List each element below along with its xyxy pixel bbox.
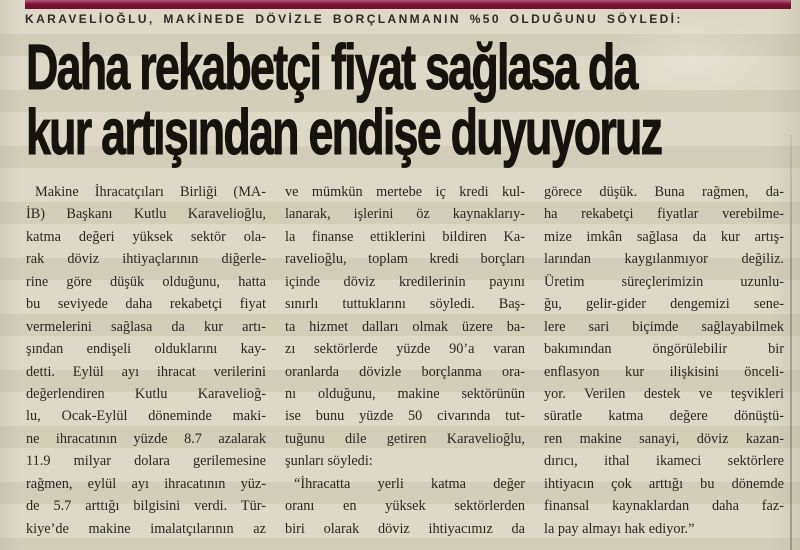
body-text-line: lu, Ocak-Eylül döneminde maki- [26, 408, 266, 425]
article-column-3 [544, 181, 784, 540]
body-text-line: içinde döviz kredilerinin payını [285, 273, 525, 290]
body-text-line: tuğunu dile getiren Karavelioğlu, [285, 430, 525, 447]
body-text-line: Üretim süreçlerimizin uzunlu- [544, 273, 784, 290]
body-text-line: oranı en yüksek sektörlerden [285, 498, 525, 515]
body-text-line: ha rekabetçi fiyatlar verebilme- [544, 206, 784, 223]
headline-line-2: kur artışından endişe duyuyoruz [26, 96, 662, 168]
body-text-line: kiye’de makine imalatçılarının az [26, 520, 266, 537]
body-text-line: katma değeri yüksek sektör ola- [26, 228, 266, 245]
article-body [26, 181, 784, 540]
body-text-line: finansal kaynaklardan daha faz- [544, 498, 784, 515]
body-text-line: şından endişeli olduklarını kay- [26, 341, 266, 358]
page-fold-line [790, 135, 792, 550]
body-text-line: rağmen, eylül ayı ihracatının yüz- [26, 475, 266, 492]
body-text-line: la pay almayı hak ediyor.” [544, 520, 695, 537]
body-text-line: yor. Verilen destek ve teşvikleri [544, 385, 784, 402]
body-text-line: rak döviz ihtiyaçlarının diğerle- [26, 251, 266, 268]
body-text-line: İB) Başkanı Kutlu Karavelioğlu, [26, 206, 266, 223]
body-text-line: zı sektörlerde yüzde 90’a varan [285, 341, 525, 358]
body-text-line: enflasyon kur ilişkisini önceli- [544, 363, 784, 380]
body-text-line: şunları söyledi: [285, 453, 373, 470]
body-text-line: değerlendiren Kutlu Karavelioğ- [26, 385, 266, 402]
body-text-line: larından kaygılanmıyor değiliz. [544, 251, 784, 268]
body-text-line: oranlarda dövizle borçlanma ora- [285, 363, 525, 380]
body-text-line: biri olarak döviz ihtiyacımız da [285, 520, 525, 537]
body-text-line: Makine İhracatçıları Birliği (MA- [35, 184, 266, 200]
body-text-line: bu seviyede daha rekabetçi fiyat [26, 296, 266, 313]
accent-bar-rule [25, 0, 791, 9]
body-text-line: vermelerini sağlasa da kur artı- [26, 318, 266, 335]
article-column-2 [285, 181, 525, 540]
body-text-line: mize imkân sağlasa da kur artış- [544, 228, 784, 245]
body-text-line: detti. Eylül ayı ihracat verilerini [26, 363, 266, 380]
body-text-line: ve mümkün mertebe iç kredi kul- [285, 184, 525, 200]
body-text-line: bakımından öngörülebilir bir [544, 341, 784, 358]
body-text-line: ise bunu yüzde 50 civarında tut- [285, 408, 525, 425]
body-text-line: ğu, gelir-gider dengemizi sene- [544, 296, 784, 313]
body-text-line: ravelioğlu, toplam kredi borçları [285, 251, 525, 268]
body-text-line: la finanse ettiklerini bildiren Ka- [285, 228, 525, 245]
article-column-1 [26, 181, 266, 540]
body-text-line: de 5.7 arttığı bilgisini verdi. Tür- [26, 498, 266, 515]
headline [26, 31, 800, 168]
body-text-line: süratle katma değere dönüştü- [544, 408, 784, 425]
body-text-line: “İhracatta yerli katma değer [294, 475, 525, 492]
body-text-line: ihtiyacın çok arttığı bu dönemde [544, 475, 784, 492]
body-text-line: ren makine sanayi, döviz kazan- [544, 430, 784, 447]
headline-line-1: Daha rekabetçi fiyat sağlasa da [26, 31, 637, 103]
body-text-line: lere sari biçimde sağlayabilmek [544, 318, 784, 335]
body-text-line: nı olduğunu, makine sektörünün [285, 385, 525, 402]
body-text-line: lanarak, işlerini öz kaynaklarıy- [285, 206, 525, 223]
body-text-line: dırıcı, ithal ikameci sektörlere [544, 453, 784, 470]
body-text-line: ta hizmet dalları olmak üzere ba- [285, 318, 525, 335]
body-text-line: sınırlı tuttuklarını söyledi. Baş- [285, 296, 525, 313]
body-text-line: rine göre düşük olduğunu, hatta [26, 273, 266, 290]
kicker-line: KARAVELİOĞLU, MAKİNEDE DÖVİZLE BORÇLANMANIN %50 OLDUĞUNU SÖYLEDİ: [25, 12, 683, 26]
body-text-line: ne ihracatının yüzde 8.7 azalarak [26, 430, 266, 447]
body-text-line: 11.9 milyar dolara gerilemesine [26, 453, 266, 470]
body-text-line: görece düşük. Buna rağmen, da- [544, 184, 784, 200]
